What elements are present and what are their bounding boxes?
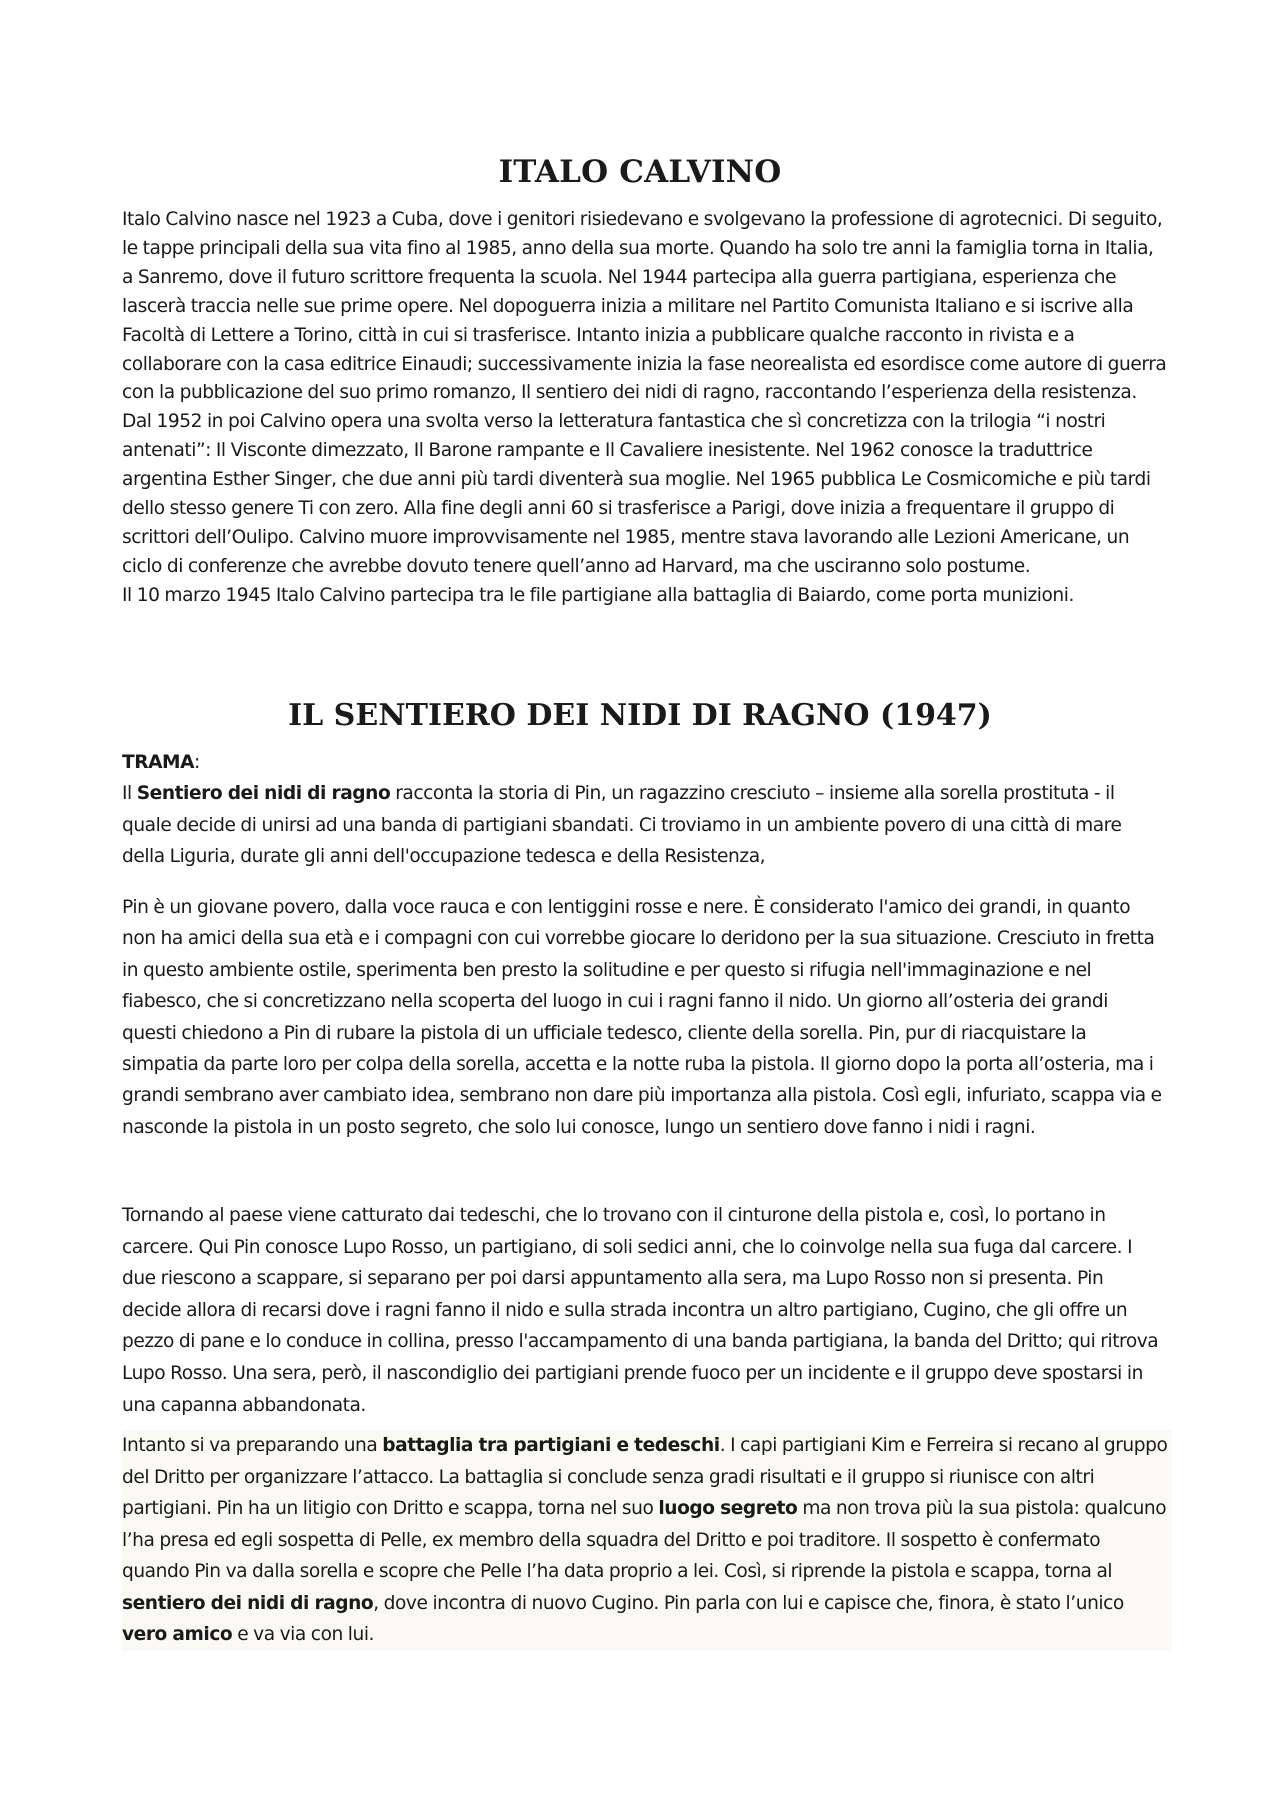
text-run: . I capi partigiani Kim e Ferreira si recano al gruppo del Dritto per organizzare l’attacco. La battaglia si conclude senza gradi risultati e il gruppo si riunisce con altri partigiani. Pin ha un litigio con Dritto e scappa, torna nel suo xyxy=(122,1435,1168,1519)
plot-paragraph-3: Tornando al paese viene catturato dai tedeschi, che lo trovano con il cinturone della pistola e, così, lo portano in carcere. Qui Pin conosce Lupo Rosso, un partigiano, di soli sedici anni, che lo coinvolge nella sua fuga dal carcere. I due riescono a scappare, si separano per poi darsi appuntamento alla sera, ma Lupo Rosso non si presenta. Pin decide allora di recarsi dove i ragni fanno il nido e sulla strada incontra un altro partigiano, Cugino, che gli offre un pezzo di pane e lo conduce in collina, presso l'accampamento di una banda partigiana, la banda del Dritto; qui ritrova Lupo Rosso. Una sera, però, il nascondiglio dei partigiani prende fuoco per un incidente e il gruppo deve spostarsi in una capanna abbandonata. xyxy=(122,1205,1159,1416)
plot-paragraph-4 xyxy=(122,1430,1172,1651)
trama-label: TRAMA xyxy=(122,752,195,773)
page-title: ITALO CALVINO xyxy=(498,154,782,190)
bold-phrase: sentiero dei nidi di ragno xyxy=(122,1592,374,1614)
text-run: Intanto si va preparando una xyxy=(122,1435,383,1456)
plot-paragraph-2: Pin è un giovane povero, dalla voce rauca e con lentiggini rosse e nere. È considerato l'amico dei grandi, in quanto non ha amici della sua età e i compagni con cui vorrebbe giocare lo deridono per la sua situazione. Cresciuto in fretta in questo ambiente ostile, sperimenta ben presto la solitudine e per questo si rifugia nell'immaginazione e nel fiabesco, che si concretizzano nella scoperta del luogo in cui i ragni fanno il nido. Un giorno all’osteria dei grandi questi chiedono a Pin di rubare la pistola di un ufficiale tedesco, cliente della sorella. Pin, pur di riacquistare la simpatia da parte loro per colpa della sorella, accetta e la notte ruba la pistola. Il giorno dopo la porta all’osteria, ma i grandi sembrano aver cambiato idea, sembrano non dare più importanza alla pistola. Così egli, infuriato, scappa via e nasconde la pistola in un posto segreto, che solo lui conosce, lungo un sentiero dove fanno i nidi i ragni. xyxy=(122,897,1162,1138)
text-run: , dove incontra di nuovo Cugino. Pin parla con lui e capisce che, finora, è stato l’unico xyxy=(373,1592,1124,1614)
book-title-bold: Sentiero dei nidi di ragno xyxy=(136,783,391,804)
bold-phrase: luogo segreto xyxy=(658,1498,798,1519)
plot-paragraph-1 xyxy=(122,778,1167,873)
text-run: e va via con lui. xyxy=(232,1624,375,1645)
biography-paragraph: Italo Calvino nasce nel 1923 a Cuba, dove i genitori risiedevano e svolgevano la professione di agrotecnici. Di seguito, le tappe principali della sua vita fino al 1985, anno della sua morte. Quando ha solo tre anni la famiglia torna in Italia, a Sanremo, dove il futuro scrittore frequenta la scuola. Nel 1944 partecipa alla guerra partigiana, esperienza che lascerà traccia nelle sue prime opere. Nel dopoguerra inizia a militare nel Partito Comunista Italiano e si iscrive alla Facoltà di Lettere a Torino, città in cui si trasferisce. Intanto inizia a pubblicare qualche racconto in rivista e a collaborare con la casa editrice Einaudi; successivamente inizia la fase neorealista ed esordisce come autore di guerra con la pubblicazione del suo primo romanzo, Il sentiero dei nidi di ragno, raccontando l’esperienza della resistenza. Dal 1952 in poi Calvino opera una svolta verso la letteratura fantastica che sì concretizza con la trilogia “i nostri antenati”: Il Visconte dimezzato, Il Barone rampante e Il Cavaliere inesistente. Nel 1962 conosce la traduttrice argentina Esther Singer, che due anni più tardi diventerà sua moglie. Nel 1965 pubblica Le Cosmicomiche e più tardi dello stesso genere Ti con zero. Alla fine degli anni 60 si trasferisce a Parigi, dove inizia a frequentare il gruppo di scrittori dell’Oulipo. Calvino muore improvvisamente nel 1985, mentre stava lavorando alle Lezioni Americane, un ciclo di conferenze che avrebbe dovuto tenere quell’anno ad Harvard, ma che usciranno solo postume. xyxy=(122,209,1167,577)
bold-phrase: vero amico xyxy=(122,1624,233,1645)
text-run: ma non trova più la sua pistola: qualcuno l’ha presa ed egli sospetta di Pelle, ex membro della squadra del Dritto e poi traditore. Il sospetto è confermato quando Pin va dalla sorella e scopre che Pelle l’ha data proprio a lei. Così, si riprende la pistola e scappa, torna al xyxy=(122,1498,1167,1582)
biography-note: Il 10 marzo 1945 Italo Calvino partecipa tra le file partigiane alla battaglia di Baiardo, come porta munizioni. xyxy=(122,584,1074,606)
bold-phrase: battaglia tra partigiani e tedeschi xyxy=(382,1435,720,1456)
section-title: IL SENTIERO DEI NIDI DI RAGNO (1947) xyxy=(288,698,992,733)
trama-colon: : xyxy=(194,752,200,773)
text-run: racconta la storia di Pin, un ragazzino cresciuto – insieme alla sorella prostituta - il quale decide di unirsi ad una banda di partigiani sbandati. Ci troviamo in un ambiente povero di una città di mare della Liguria, durate gli anni dell'occupazione tedesca e della Resistenza, xyxy=(122,783,1122,867)
trama-heading xyxy=(122,748,1167,777)
biography-section xyxy=(122,206,1167,611)
text-run: Il xyxy=(122,783,137,804)
